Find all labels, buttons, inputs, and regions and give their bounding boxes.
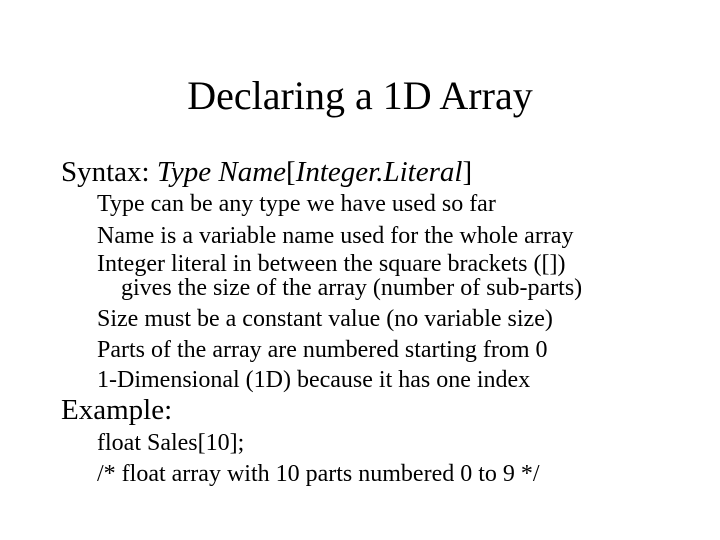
syntax-name: Name — [218, 156, 287, 188]
syntax-point: Integer literal in between the square brackets ([]) — [97, 251, 566, 277]
syntax-point: Size must be a constant value (no variable size) — [97, 306, 553, 332]
syntax-close-bracket: ] — [462, 156, 473, 188]
slide-title: Declaring a 1D Array — [187, 73, 533, 118]
syntax-point: 1-Dimensional (1D) because it has one index — [97, 367, 531, 393]
example-code-line: float Sales[10]; — [97, 430, 245, 456]
syntax-type: Type — [156, 156, 212, 188]
syntax-point: Name is a variable name used for the whole array — [97, 223, 574, 249]
example-label: Example: — [61, 394, 173, 426]
syntax-point-continuation: gives the size of the array (number of sub-parts) — [121, 275, 583, 301]
syntax-line — [61, 155, 472, 189]
syntax-label: Syntax: — [61, 156, 157, 188]
syntax-open-bracket: [ — [286, 156, 296, 188]
syntax-point: Parts of the array are numbered starting from 0 — [97, 337, 548, 363]
syntax-point: Type can be any type we have used so far — [97, 191, 496, 217]
example-code-comment: /* float array with 10 parts numbered 0 to 9 */ — [97, 461, 540, 487]
syntax-literal: Integer.Literal — [295, 156, 463, 188]
